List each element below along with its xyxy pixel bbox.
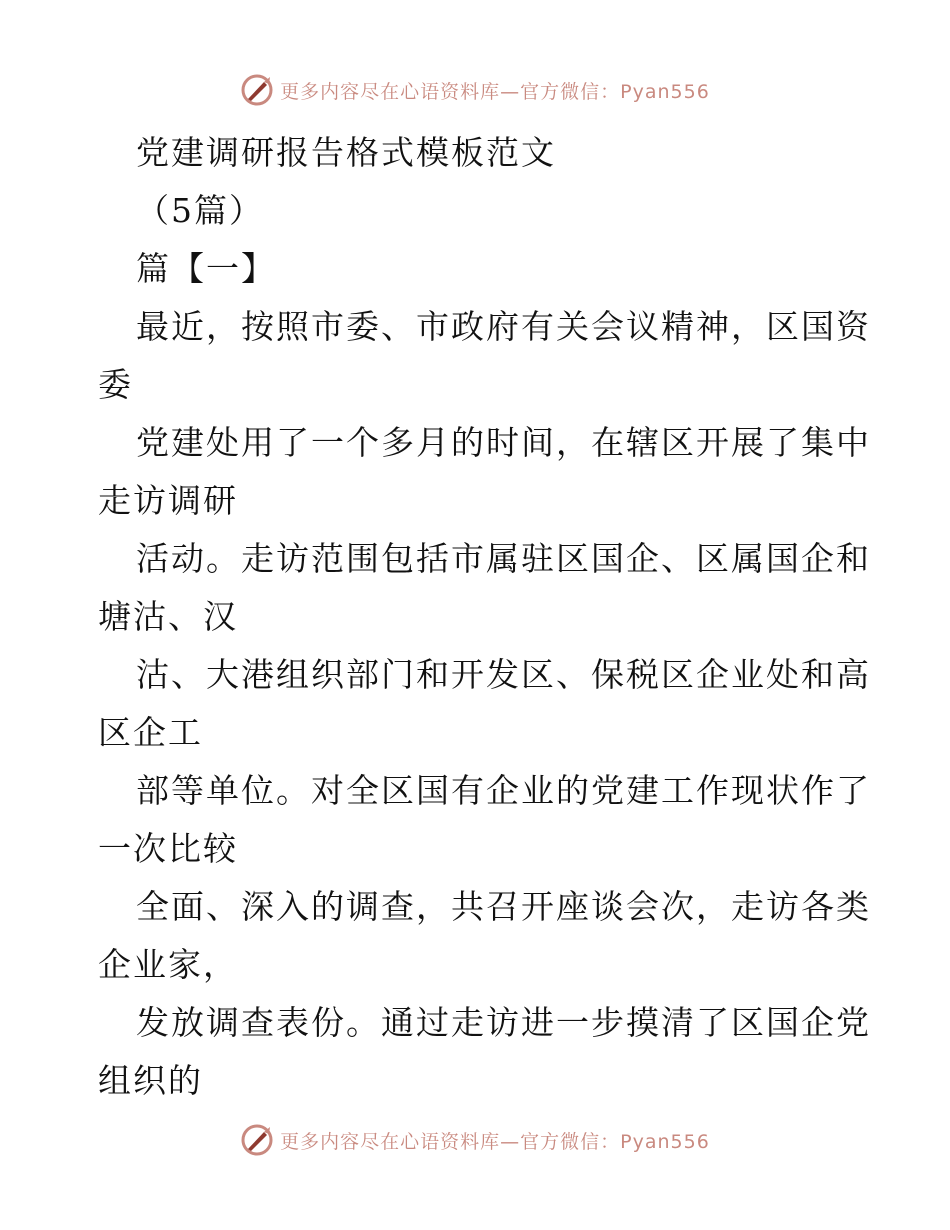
text-line: 一次比较: [98, 829, 238, 868]
text-line: 发放调查表份。通过走访进一步摸清了区国企党: [136, 1003, 871, 1042]
text-line: 活动。走访范围包括市属驻区国企、区属国企和: [136, 539, 871, 578]
text-line: 沽、大港组织部门和开发区、保税区企业处和高: [136, 655, 871, 694]
text-line: 组织的: [98, 1061, 203, 1100]
watermark-text: 更多内容尽在心语资料库—官方微信：Pyan556: [280, 1130, 710, 1153]
text-line: 党建处用了一个多月的时间，在辖区开展了集中: [136, 423, 871, 462]
text-line: 区企工: [98, 713, 203, 752]
header-watermark: [0, 70, 950, 110]
text-line: 走访调研: [98, 481, 238, 520]
quill-circle-logo-icon: [240, 73, 274, 107]
text-line: 全面、深入的调查，共召开座谈会次，走访各类: [136, 887, 871, 926]
text-line: 最近，按照市委、市政府有关会议精神，区国资: [136, 307, 871, 346]
watermark-text: 更多内容尽在心语资料库—官方微信：Pyan556: [280, 80, 710, 103]
text-line: （5篇）: [136, 191, 264, 230]
footer-watermark: [0, 1120, 950, 1160]
text-line: 企业家，: [98, 945, 238, 984]
text-line: 部等单位。对全区国有企业的党建工作现状作了: [136, 771, 871, 810]
text-line: 篇【一】: [136, 249, 276, 288]
document-title: 党建调研报告格式模板范文: [136, 133, 556, 172]
quill-circle-logo-icon: [240, 1123, 274, 1157]
document-body: [98, 124, 871, 1110]
text-line: 塘沽、汉: [98, 597, 238, 636]
text-line: 委: [98, 365, 133, 404]
